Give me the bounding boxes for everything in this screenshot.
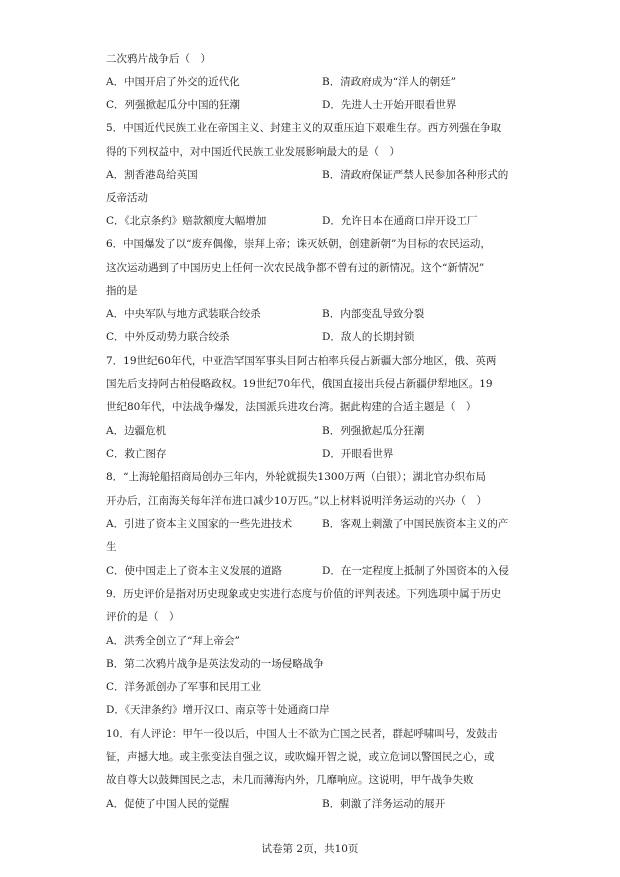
q8-stem-line-1: 8．“上海轮船招商局创办三年内，外轮就损失1300万两（白银）；湖北官办织布局 (106, 471, 487, 483)
q6-stem-line-2: 这次运动遇到了中国历史上任何一次农民战争都不曾有过的新情况。这个“新情况” (106, 262, 485, 274)
q5-option-b-line-2: 反帝活动 (106, 192, 148, 204)
q9-option-b: B．第二次鸦片战争是英法发动的一场侵略战争 (106, 658, 324, 670)
q7-option-a: A．边疆危机 (106, 425, 167, 437)
q8-option-c: C．使中国走上了资本主义发展的道路 (106, 565, 283, 577)
q7-option-d: D．开眼看世界 (322, 448, 394, 460)
q4-option-c: C．列强掀起瓜分中国的狂潮 (106, 99, 241, 111)
q9-option-c: C．洋务派创办了军事和民用工业 (106, 681, 262, 693)
q9-option-a: A．洪秀全创立了“拜上帝会” (106, 635, 240, 647)
q10-stem-line-2: 钲，声撼大地。或主张变法自强之议，或吹煽开智之说，或立危词以警国民之心，或 (106, 751, 495, 763)
q5-option-b-line-1: B．清政府保证严禁人民参加各种形式的 (322, 169, 509, 181)
q6-stem-line-1: 6．中国爆发了以“废弃偶像，崇拜上帝；诛灭妖朝，创建新朝”为目标的农民运动， (106, 238, 491, 250)
q5-option-a: A．割香港岛给英国 (106, 169, 198, 181)
q4-option-a: A．中国开启了外交的近代化 (106, 76, 240, 88)
q9-stem-line-2: 评价的是（ ） (106, 611, 180, 623)
q10-stem-line-1: 10．有人评论：甲午一役以后，中国人士不欲为亡国之民者，群起呼啸叫号，发鼓击 (106, 728, 498, 740)
q10-stem-line-3: 故自尊大以鼓舞国民之志，未几而薄海内外，几靡响应。这说明，甲午战争失败 (106, 774, 474, 786)
q10-option-b: B．刺激了洋务运动的展开 (322, 798, 446, 810)
q7-option-b: B．列强掀起瓜分狂潮 (322, 425, 425, 437)
q4-stem: 二次鸦片战争后（ ） (106, 53, 211, 65)
q6-option-a: A．中央军队与地方武装联合绞杀 (106, 308, 261, 320)
q7-option-c: C．救亡图存 (106, 448, 167, 460)
q8-option-b-line-2: 生 (106, 541, 117, 553)
q5-stem-line-1: 5．中国近代民族工业在帝国主义、封建主义的双重压迫下艰难生存。西方列强在争取 (106, 122, 502, 134)
q7-stem-line-3: 世纪80年代，中法战争爆发，法国派兵进攻台湾。据此构建的合适主题是（ ） (106, 401, 477, 413)
page-footer: 试卷第 2页，共10页 (261, 843, 359, 855)
q8-option-b-line-1: B．客观上刺激了中国民族资本主义的产 (322, 518, 509, 530)
q4-option-b: B．清政府成为“洋人的朝廷” (322, 76, 456, 88)
q6-option-c: C．中外反动势力联合绞杀 (106, 331, 230, 343)
q8-stem-line-2: 开办后，江南海关每年洋布进口减少10万匹。”以上材料说明洋务运动的兴办（ ） (106, 495, 487, 507)
q6-option-b: B．内部变乱导致分裂 (322, 308, 425, 320)
q6-stem-line-3: 指的是 (106, 285, 138, 297)
q9-stem-line-1: 9．历史评价是指对历史现象或史实进行态度与价值的评判表述。下列选项中属于历史 (106, 588, 502, 600)
q9-option-d: D．《天津条约》增开汉口、南京等十处通商口岸 (106, 704, 330, 716)
q7-stem-line-2: 国先后支持阿古柏侵略政权。19世纪70年代，俄国直接出兵侵占新疆伊犁地区。19 (106, 378, 493, 390)
q8-option-d: D．在一定程度上抵制了外国资本的入侵 (322, 565, 509, 577)
q5-option-c: C．《北京条约》赔款额度大幅增加 (106, 215, 267, 227)
q10-option-a: A．促使了中国人民的觉醒 (106, 798, 230, 810)
q5-option-d: D．允许日本在通商口岸开设工厂 (322, 215, 478, 227)
q4-option-d: D．先进人士开始开眼看世界 (322, 99, 457, 111)
q7-stem-line-1: 7．19世纪60年代，中亚浩罕国军事头目阿古柏率兵侵占新疆大部分地区，俄、英两 (106, 355, 497, 367)
q8-option-a: A．引进了资本主义国家的一些先进技术 (106, 518, 293, 530)
q6-option-d: D．敌人的长期封锁 (322, 331, 415, 343)
q5-stem-line-2: 得的下列权益中，对中国近代民族工业发展影响最大的是（ ） (106, 146, 400, 158)
